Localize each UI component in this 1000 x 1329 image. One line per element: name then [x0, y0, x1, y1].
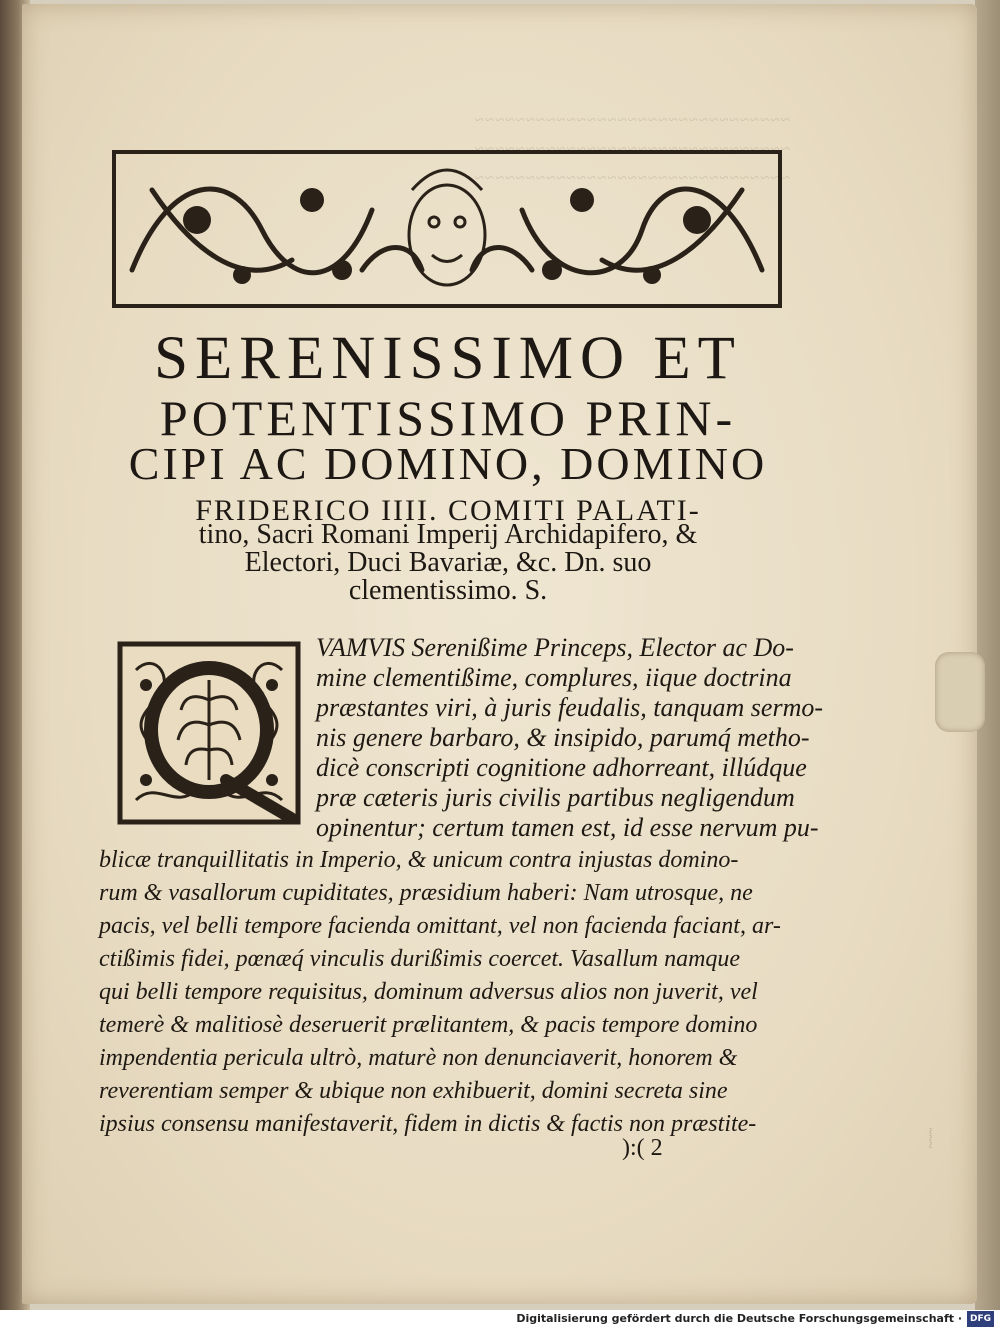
body-line-3: præstantes viri, à juris feudalis, tanquam sermo- [316, 693, 824, 722]
body-line-6: præ cæteris juris civilis partibus negligendum [316, 783, 795, 812]
body-line-9: rum & vasallorum cupiditates, præsidium haberi: Nam utrosque, ne [99, 880, 753, 906]
signature-mark: ):( 2 [622, 1135, 663, 1161]
page-tab [935, 652, 985, 732]
margin-annotation: ~~~ [922, 1127, 938, 1149]
body-line-16: ipsius consensu manifestaverit, fidem in dictis & factis non præstite- [99, 1111, 757, 1137]
heading-line-7: clementissimo. S. [348, 575, 548, 606]
body-line-12: qui belli tempore requisitus, dominum adversus alios non juverit, vel [99, 979, 758, 1005]
footer-funding-text: Digitalisierung gefördert durch die Deutsche Forschungsgemeinschaft · [516, 1312, 962, 1325]
body-line-1: VAMVIS Serenißime Princeps, Elector ac Do- [316, 633, 794, 662]
heading-line-5: tino, Sacri Romani Imperij Archidapifero, & [198, 519, 698, 550]
heading-line-6: Electori, Duci Bavariæ, &c. Dn. suo [244, 547, 652, 578]
dfg-logo-icon[interactable]: DFG [967, 1311, 994, 1327]
body-line-7: opinentur; certum tamen est, id esse nervum pu- [316, 813, 819, 842]
body-line-14: impendentia pericula ultrò, maturè non denunciaverit, honorem & [99, 1045, 738, 1071]
heading-line-1: SERENISSIMO ET [154, 325, 742, 392]
body-line-15: reverentiam semper & ubique non exhibuerit, domini secreta sine [99, 1078, 728, 1104]
heading-line-3: CIPI AC DOMINO, DOMINO [128, 438, 768, 489]
ornamental-headpiece [112, 150, 782, 308]
body-line-10: pacis, vel belli tempore facienda omittant, vel non facienda faciant, ar- [99, 913, 781, 939]
body-line-11: ctißimis fidei, pœnæq́ vinculis durißimis coercet. Vasallum namque [99, 946, 741, 972]
body-line-5: dicè conscripti cognitione adhorreant, illúdque [316, 753, 807, 782]
body-line-4: nis genere barbaro, & insipido, parumq́ metho- [316, 723, 810, 752]
bleed-through-text: ~~~~~~~~~~~~~~~~~~~~~~~~~~~~~~~ ~~~~~~~~~~~~~~~~~~~~~~~~~~~~~~~ ~~~~~~~~~~~~~~~~~~~~~~~~~~~~~~~ [473, 110, 790, 187]
decorated-initial-q [116, 640, 302, 826]
body-line-13: temerè & malitiosè deseruerit prælitantem, & pacis tempore domino [99, 1012, 758, 1038]
body-line-8: blicæ tranquillitatis in Imperio, & unicum contra injustas domino- [99, 847, 739, 873]
heading-line-4: FRIDERICO IIII. COMITI PALATI- [195, 494, 701, 527]
footer-bar [0, 1310, 1000, 1329]
body-line-2: mine clementißime, complures, iique doctrina [316, 663, 792, 692]
heading-line-2: POTENTISSIMO PRIN- [159, 390, 737, 446]
